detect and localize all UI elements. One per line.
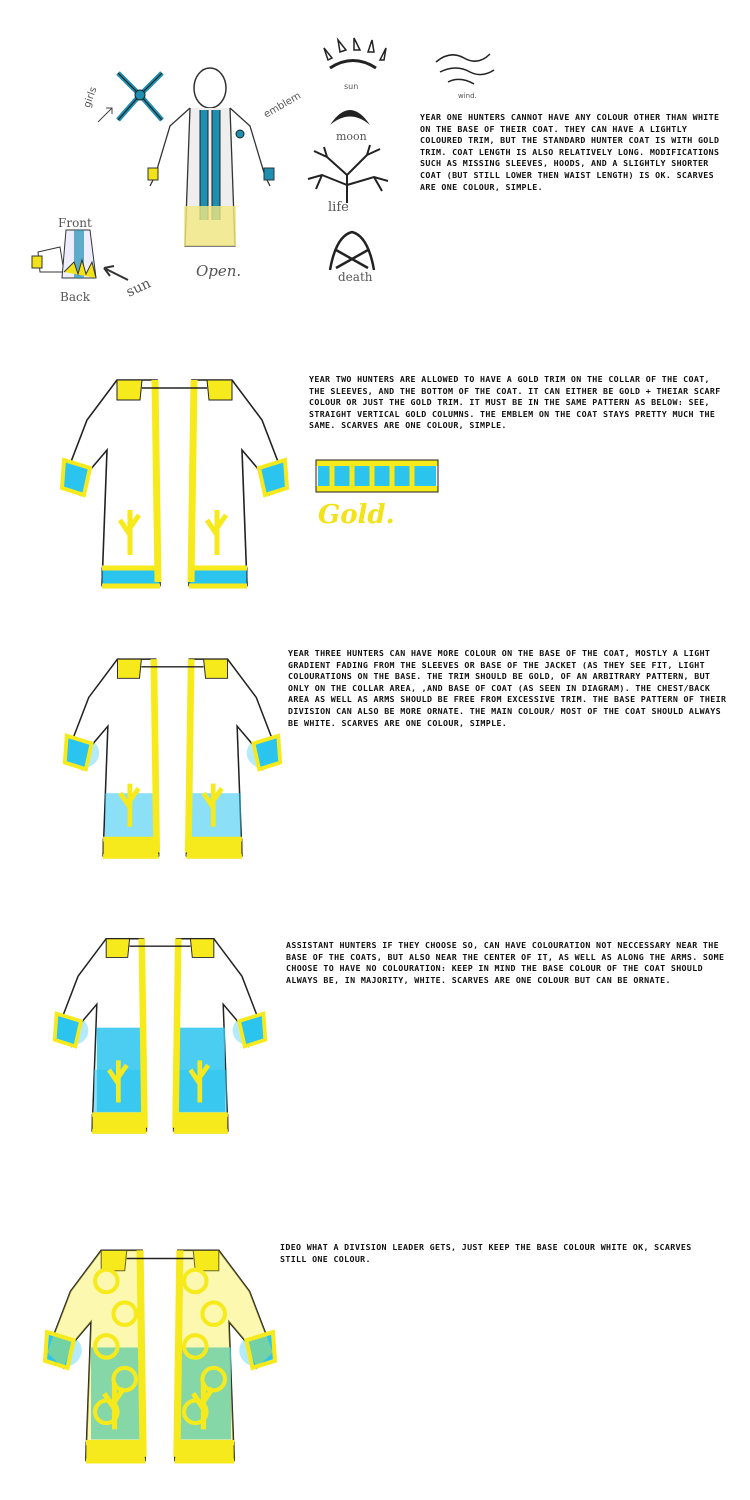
collar-trim <box>117 380 142 400</box>
edge-trim <box>188 659 191 852</box>
hem-band <box>102 568 160 586</box>
edge-trim <box>191 380 194 582</box>
wind-emblem-label: wind. <box>458 92 477 100</box>
edge-trim <box>142 939 145 1128</box>
open-coat-figure <box>140 66 280 256</box>
sleeve-sketch <box>30 222 110 292</box>
hem-band <box>103 839 159 856</box>
life-emblem-icon <box>302 145 392 205</box>
moon-emblem-label: moon <box>336 130 367 143</box>
leader-gold-fill <box>175 1250 273 1460</box>
leader-gold-fill <box>47 1250 145 1460</box>
section-year-one <box>0 0 750 330</box>
hem-band <box>174 1115 228 1132</box>
collar-trim <box>204 659 228 678</box>
hem-band <box>92 1115 146 1132</box>
year-one-text: YEAR ONE HUNTERS CANNOT HAVE ANY COLOUR OTHER THAN WHITE ON THE BASE OF THEIR COAT. THEY CAN HAVE A LIGHTLY COLOURED TRIM, BUT THE STANDARD HUNTER COAT IS WITH GOLD TRIM. COAT LENGTH IS ALSO RELATIVELY LONG. MODIFICATIONS SUCH AS MISSING SLEEVES, HOODS, AND A SLIGHTLY SHORTER COAT (BUT STILL LOWER THEN WAIST LENGTH) IS OK. SCARVES ARE ONE COLOUR, SIMPLE. <box>420 112 720 192</box>
gold-swatch <box>312 456 442 496</box>
collar-trim <box>117 659 141 678</box>
sun-emblem-icon <box>318 38 388 88</box>
open-label: Open. <box>196 262 242 280</box>
wind-emblem-icon <box>430 42 500 92</box>
assistant-text: ASSISTANT HUNTERS IF THEY CHOOSE SO, CAN HAVE COLOURATION NOT NECCESSARY NEAR THE BASE OF THE COATS, BUT ALSO NEAR THE CENTER OF IT, AS WELL AS ALONG THE ARMS. SOME CHOOSE TO HAVE NO COLOURATION: KEEP IN MIND THE BASE COLOUR OF THE COAT SHOULD ALWAYS BE, IN MAJORITY, WHITE. SCARVES ARE ONE COLOUR BUT CAN BE ORNATE. <box>286 940 725 985</box>
front-label: Front <box>58 216 92 230</box>
hem-band <box>189 568 247 586</box>
collar-trim <box>106 939 129 958</box>
division-leader-coat <box>45 1225 275 1475</box>
sun-arrow-label: sun <box>123 275 154 301</box>
girls-label: girls <box>81 85 100 110</box>
sun-arrow <box>100 262 130 284</box>
collar-trim <box>207 380 232 400</box>
gold-swatch-label: Gold. <box>318 500 395 530</box>
edge-trim <box>175 939 178 1128</box>
back-label: Back <box>60 290 90 304</box>
hem-band <box>186 839 242 856</box>
assistant-coat <box>45 920 275 1140</box>
year-three-coat <box>60 640 285 865</box>
death-emblem-label: death <box>338 270 373 284</box>
year-three-text: YEAR THREE HUNTERS CAN HAVE MORE COLOUR ON THE BASE OF THE COAT, MOSTLY A LIGHT GRADIENT FADING FROM THE SLEEVES OR BASE OF THE JACKET (AS THEY SEE FIT, LIGHT COLOURATIONS ON THE BASE. THE TRIM SHOULD BE GOLD, OF AN ARBITRARY PATTERN, BUT ONLY ON THE COLLAR AREA, ,AND BASE OF COAT (AS SEEN IN DIAGRAM). THE CHEST/BACK AREA AS WELL AS ARMS SHOULD BE FREE FROM EXCESSIVE TRIM. THE BASE PATTERN OF THEIR DIVISION CAN ALSO BE MORE ORNATE. THE MAIN COLOUR/ MOST OF THE COAT SHOULD ALWAYS BE WHITE. SCARVES ARE ONE COLOUR, SIMPLE. <box>288 648 727 728</box>
year-two-coat <box>62 360 287 595</box>
girls-arrow <box>96 104 116 124</box>
emblem-label: emblem <box>261 90 303 121</box>
sun-emblem-label: sun <box>344 82 359 91</box>
collar-trim <box>190 939 213 958</box>
moon-emblem-icon <box>325 100 375 130</box>
life-emblem-label: life <box>328 200 349 215</box>
death-emblem-icon <box>322 228 382 273</box>
year-two-text: YEAR TWO HUNTERS ARE ALLOWED TO HAVE A GOLD TRIM ON THE COLLAR OF THE COAT, THE SLEEVES, AND THE BOTTOM OF THE COAT. IT CAN EITHER BE GOLD + THEIAR SCARF COLOUR OR JUST THE GOLD TRIM. IT MUST BE IN THE SAME PATTERN AS BELOW: SEE, STRAIGHT VERTICAL GOLD COLUMNS. THE EMBLEM ON THE COAT STAYS PRETTY MUCH THE SAME. SCARVES ARE ONE COLOUR, SIMPLE. <box>309 374 721 431</box>
division-leader-text: IDEO WHAT A DIVISION LEADER GETS, JUST KEEP THE BASE COLOUR WHITE OK, SCARVES STILL ONE COLOUR. <box>280 1242 692 1264</box>
edge-trim <box>154 659 157 852</box>
edge-trim <box>155 380 158 582</box>
